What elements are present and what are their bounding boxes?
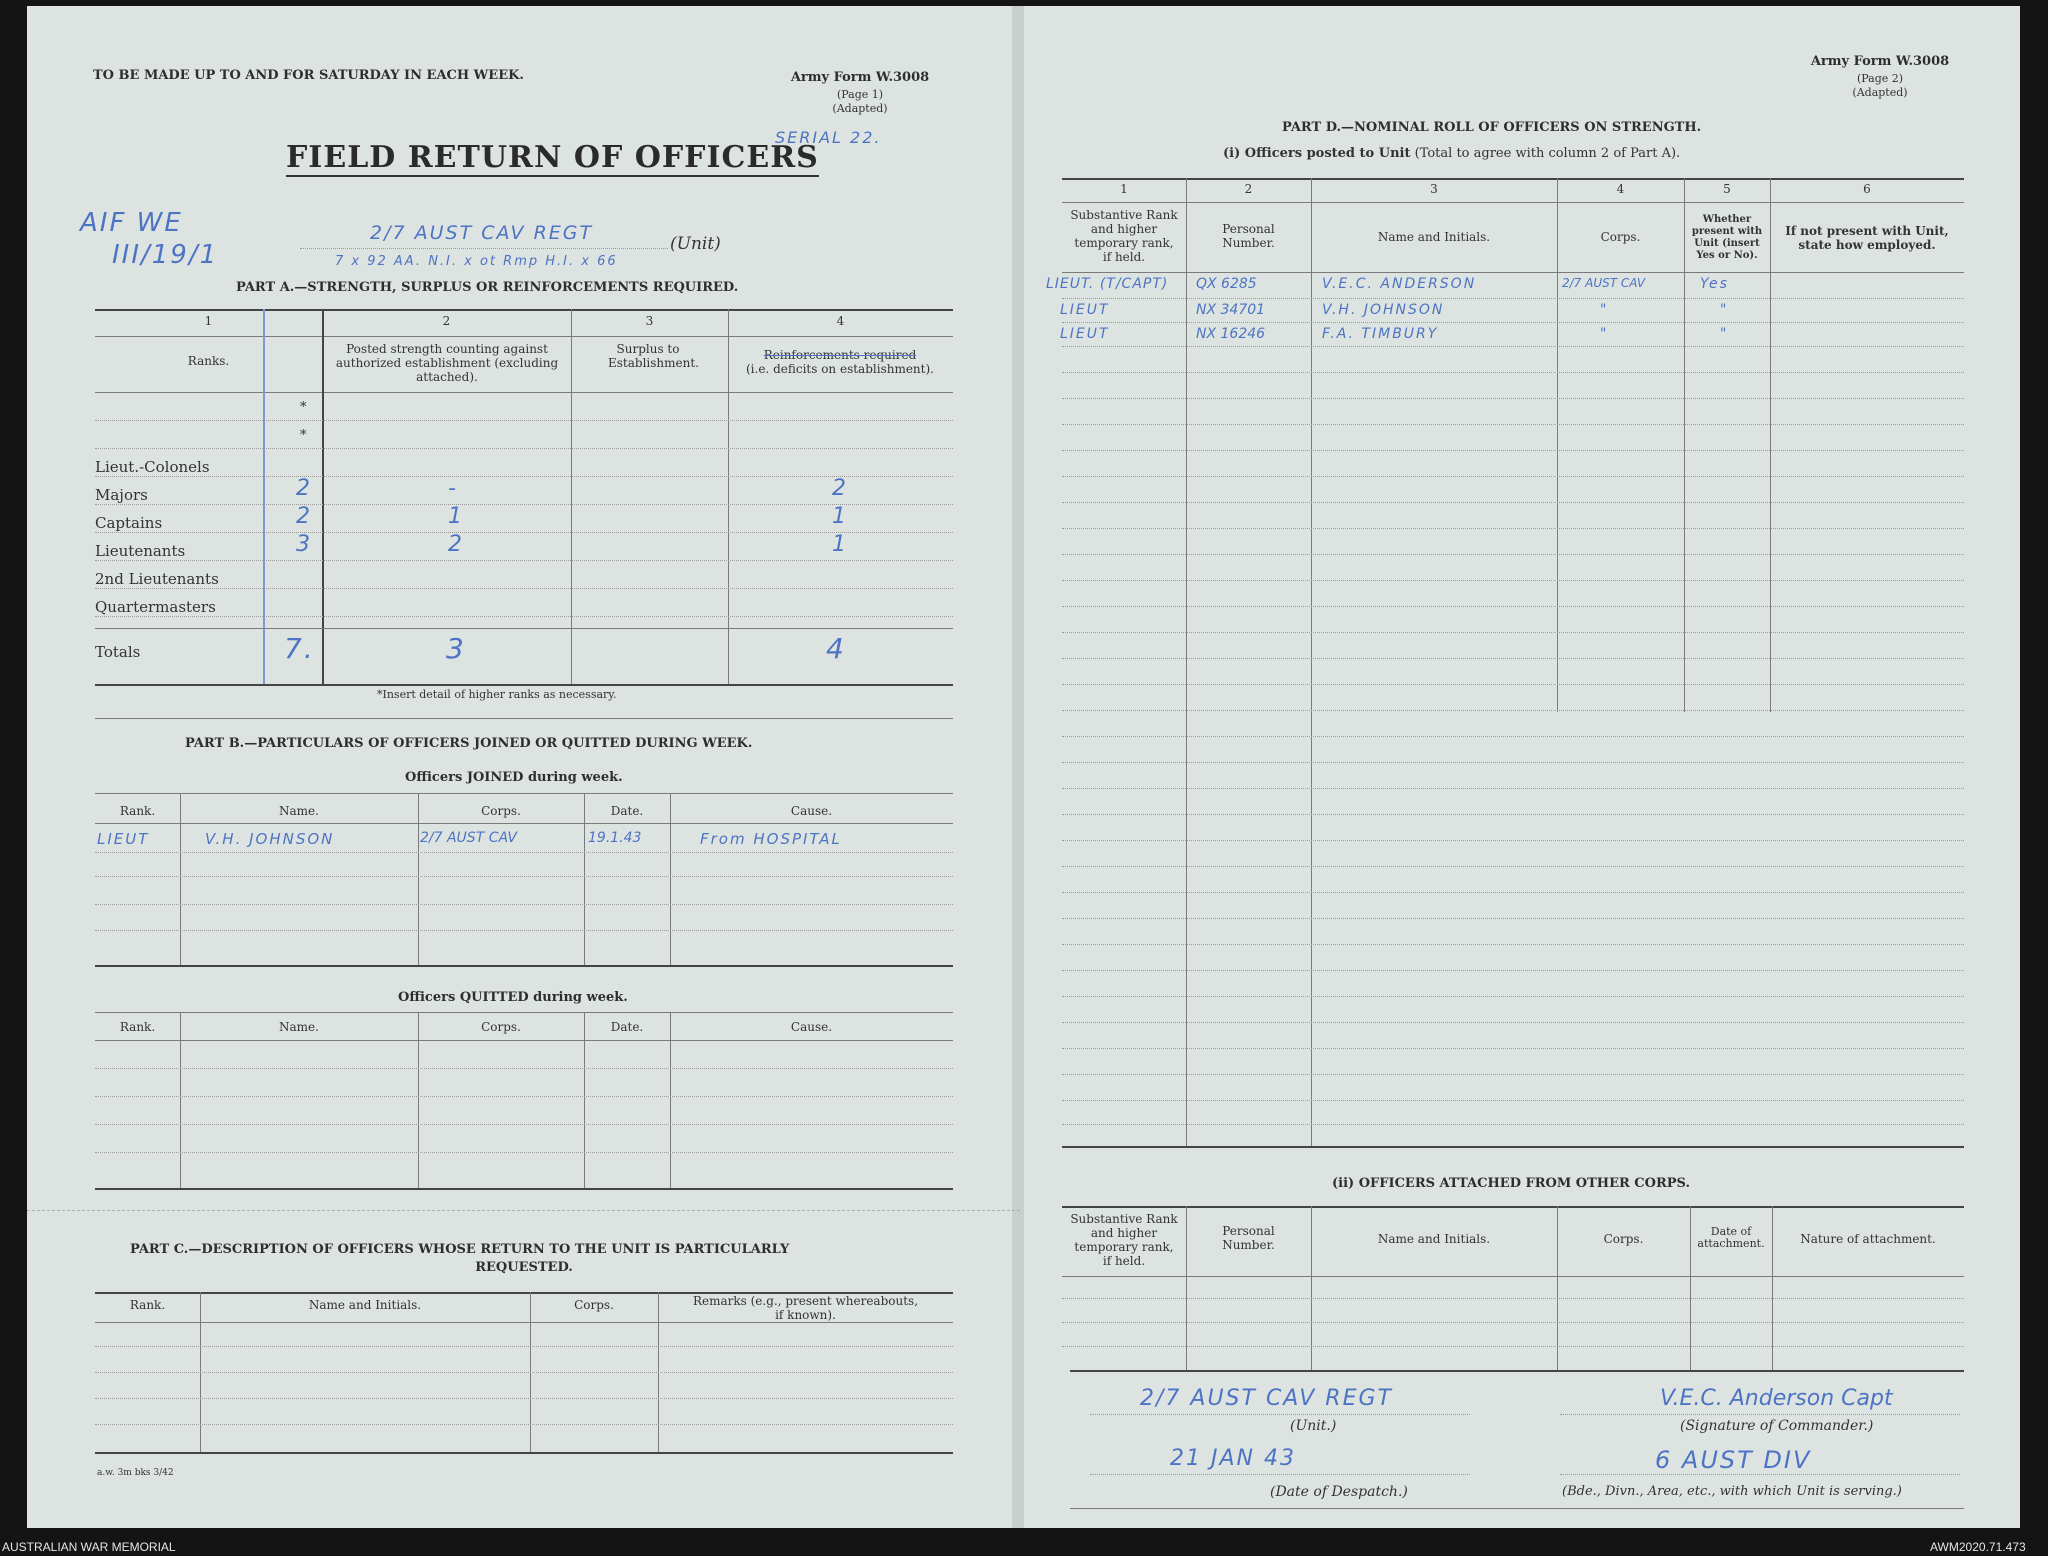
totals-reinf: 4 xyxy=(826,632,846,665)
ref-line-2: III/19/1 xyxy=(112,240,219,270)
form-name-p2: Army Form W.3008 xyxy=(1810,54,1950,69)
rank-label: Captains xyxy=(95,514,163,532)
totals-posted: 3 xyxy=(446,632,466,665)
part-c-remarks-1: Remarks (e.g., present whereabouts, xyxy=(692,1294,919,1308)
part-d-colnum-3: 3 xyxy=(1430,182,1438,196)
part-a-colnum-4: 4 xyxy=(836,314,845,328)
star-mark-2: * xyxy=(300,428,307,443)
roll-rank: LIEUT xyxy=(1060,326,1110,342)
part-c-col-corps: Corps. xyxy=(574,1298,614,1312)
part-a-col-ranks: Ranks. xyxy=(187,354,230,368)
part-a-col-surplus: Surplus to Establishment. xyxy=(608,342,699,370)
part-a-colnum-2: 2 xyxy=(442,314,451,328)
posted-value: 2 xyxy=(448,532,464,557)
ref-line-1: AIF WE xyxy=(80,208,183,238)
roll-number: NX 16246 xyxy=(1196,326,1266,342)
joined-name: V.H. JOHNSON xyxy=(205,830,335,848)
roll-present: " xyxy=(1720,302,1729,318)
quitted-col-cause: Cause. xyxy=(790,1020,833,1034)
form-title: FIELD RETURN OF OFFICERS xyxy=(286,140,819,175)
form-name: Army Form W.3008 xyxy=(790,70,930,85)
totals-label: Totals xyxy=(95,643,141,661)
print-code: a.w. 3m bks 3/42 xyxy=(97,1468,174,1478)
part-c-col-name: Name and Initials. xyxy=(308,1298,422,1312)
joined-col-date: Date. xyxy=(610,804,644,818)
part-c-heading-1: PART C.—DESCRIPTION OF OFFICERS WHOSE RETURN TO THE UNIT IS PARTICULARLY xyxy=(130,1242,790,1257)
quitted-col-date: Date. xyxy=(610,1020,644,1034)
est-value: 2 xyxy=(296,476,312,501)
part-d-colnum-2: 2 xyxy=(1244,182,1253,196)
est-value: 2 xyxy=(296,504,312,529)
attached-col-corps: Corps. xyxy=(1603,1232,1644,1246)
joined-title: Officers JOINED during week. xyxy=(405,770,623,785)
header-instruction: TO BE MADE UP TO AND FOR SATURDAY IN EACH WEEK. xyxy=(93,68,524,83)
totals-est: 7. xyxy=(284,632,315,665)
posted-value: 1 xyxy=(448,504,464,529)
roll-rank: LIEUT xyxy=(1060,302,1110,318)
roll-corps: " xyxy=(1600,326,1609,342)
roll-present: " xyxy=(1720,326,1729,342)
part-a-footnote: *Insert detail of higher ranks as necessary. xyxy=(377,688,617,701)
form-adapted: (Adapted) xyxy=(832,102,888,115)
unit-subnote: 7 x 92 AA. N.I. x ot Rmp H.I. x 66 xyxy=(335,254,618,269)
form-page-p2: (Page 2) xyxy=(1856,72,1904,85)
roll-number: QX 6285 xyxy=(1196,276,1257,292)
part-a-col-posted: Posted strength counting against authorized establishment (excluding attached). xyxy=(335,342,559,384)
signoff-unit-value: 2/7 AUST CAV REGT xyxy=(1140,1386,1393,1411)
attached-col-name: Name and Initials. xyxy=(1377,1232,1491,1246)
attached-col-rank: Substantive Rank and higher temporary rank, if held. xyxy=(1070,1212,1178,1268)
quitted-col-rank: Rank. xyxy=(119,1020,156,1034)
attached-col-date: Date of attachment. xyxy=(1697,1225,1765,1250)
joined-col-corps: Corps. xyxy=(481,804,521,818)
part-d-heading: PART D.—NOMINAL ROLL OF OFFICERS ON STRENGTH. xyxy=(1282,120,1702,135)
joined-col-cause: Cause. xyxy=(790,804,833,818)
form-adapted-p2: (Adapted) xyxy=(1852,86,1908,99)
roll-name: V.E.C. ANDERSON xyxy=(1322,276,1477,292)
reinf-value: 1 xyxy=(832,532,848,557)
signoff-date-value: 21 JAN 43 xyxy=(1170,1446,1296,1471)
part-d-colnum-4: 4 xyxy=(1616,182,1625,196)
part-a-heading: PART A.—STRENGTH, SURPLUS OR REINFORCEMENTS REQUIRED. xyxy=(236,280,739,295)
form-page: (Page 1) xyxy=(836,88,884,101)
signoff-unit-label: (Unit.) xyxy=(1290,1418,1337,1434)
rank-label: Majors xyxy=(95,486,148,504)
roll-corps: " xyxy=(1600,302,1609,318)
part-a-col-reinf: Reinforcements required xyxy=(763,348,917,362)
star-mark-1: * xyxy=(300,400,307,415)
reinf-value: 2 xyxy=(832,476,848,501)
joined-col-name: Name. xyxy=(279,804,319,818)
roll-corps: 2/7 AUST CAV xyxy=(1562,276,1646,290)
part-b-heading: PART B.—PARTICULARS OF OFFICERS JOINED OR QUITTED DURING WEEK. xyxy=(185,736,753,751)
footer-left: AUSTRALIAN WAR MEMORIAL xyxy=(2,1540,176,1554)
part-d-col-number: Personal Number. xyxy=(1222,222,1275,250)
quitted-title: Officers QUITTED during week. xyxy=(398,990,628,1005)
unit-label: (Unit) xyxy=(670,234,721,254)
part-d-colnum-1: 1 xyxy=(1120,182,1128,196)
part-d-col-employed: If not present with Unit, state how employed. xyxy=(1785,224,1949,252)
part-d-col-name: Name and Initials. xyxy=(1377,230,1491,244)
joined-date: 19.1.43 xyxy=(588,830,642,846)
part-d-subheading-bold: (i) Officers posted to Unit xyxy=(1223,146,1411,161)
part-a-colnum-3: 3 xyxy=(645,314,654,328)
joined-cause: From HOSPITAL xyxy=(700,830,842,848)
roll-rank: LIEUT. (T/CAPT) xyxy=(1046,276,1169,292)
roll-present: Yes xyxy=(1700,276,1729,292)
quitted-col-corps: Corps. xyxy=(481,1020,521,1034)
attached-col-nature: Nature of attachment. xyxy=(1800,1232,1936,1246)
rank-label: Lieutenants xyxy=(95,542,186,560)
binding-spine xyxy=(1012,6,1024,1528)
part-d-colnum-5: 5 xyxy=(1723,182,1731,196)
roll-name: F.A. TIMBURY xyxy=(1322,326,1439,342)
part-c-heading-2: REQUESTED. xyxy=(475,1260,573,1275)
part-d-col-present: Whether present with Unit (insert Yes or No). xyxy=(1691,214,1763,261)
part-d-col-corps: Corps. xyxy=(1600,230,1641,244)
quitted-col-name: Name. xyxy=(279,1020,319,1034)
unit-value: 2/7 AUST CAV REGT xyxy=(370,222,594,244)
part-a-col-reinf-sub: (i.e. deficits on establishment). xyxy=(746,362,934,376)
signoff-formation-value: 6 AUST DIV xyxy=(1655,1446,1812,1474)
joined-col-rank: Rank. xyxy=(119,804,156,818)
signoff-date-label: (Date of Despatch.) xyxy=(1270,1484,1408,1500)
rank-label: Lieut.-Colonels xyxy=(95,458,210,476)
part-d-subheading-rest: (Total to agree with column 2 of Part A). xyxy=(1414,146,1681,161)
part-d-col-rank: Substantive Rank and higher temporary rank, if held. xyxy=(1070,208,1178,264)
joined-corps: 2/7 AUST CAV xyxy=(420,830,517,846)
part-d-colnum-6: 6 xyxy=(1863,182,1871,196)
roll-number: NX 34701 xyxy=(1196,302,1266,318)
part-c-remarks-2: if known). xyxy=(775,1308,836,1322)
part-d-subheading xyxy=(1223,146,1680,161)
rank-label: Quartermasters xyxy=(95,598,216,616)
joined-rank: LIEUT xyxy=(97,830,150,848)
signoff-formation-label: (Bde., Divn., Area, etc., with which Unit is serving.) xyxy=(1562,1484,1902,1499)
signoff-signature-label: (Signature of Commander.) xyxy=(1680,1418,1874,1434)
footer-right: AWM2020.71.473 xyxy=(1930,1540,2026,1554)
part-c-col-rank: Rank. xyxy=(129,1298,166,1312)
rank-label: 2nd Lieutenants xyxy=(95,570,219,588)
posted-value: - xyxy=(448,476,458,501)
est-value: 3 xyxy=(296,532,312,557)
roll-name: V.H. JOHNSON xyxy=(1322,302,1445,318)
attached-heading: (ii) OFFICERS ATTACHED FROM OTHER CORPS. xyxy=(1332,1176,1691,1191)
reinf-value: 1 xyxy=(832,504,848,529)
serial-note: SERIAL 22. xyxy=(775,128,882,147)
attached-col-number: Personal Number. xyxy=(1222,1224,1275,1252)
part-a-colnum-1: 1 xyxy=(204,314,213,328)
signoff-signature: V.E.C. Anderson Capt xyxy=(1660,1386,1893,1411)
fold-line xyxy=(27,1210,1020,1211)
